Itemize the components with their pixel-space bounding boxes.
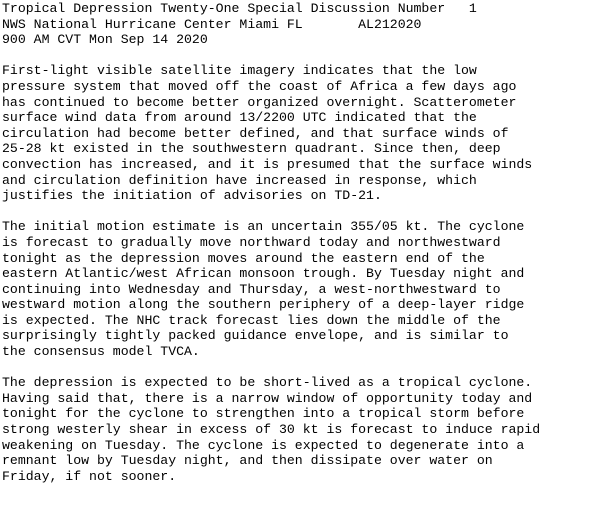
text-line: surprisingly tightly packed guidance envelope, and is similar to <box>2 328 509 344</box>
text-line: weakening on Tuesday. The cyclone is expected to degenerate into a <box>2 437 525 453</box>
text-line: justifies the initiation of advisories on TD-21. <box>2 188 382 204</box>
text-line: is expected. The NHC track forecast lies down the middle of the <box>2 312 501 328</box>
text-line: westward motion along the southern periphery of a deep-layer ridge <box>2 297 525 313</box>
text-line: is forecast to gradually move northward today and northwestward <box>2 234 501 250</box>
discussion-document <box>2 1 602 484</box>
text-line: The initial motion estimate is an uncertain 355/05 kt. The cyclone <box>2 219 525 235</box>
issuing-office: NWS National Hurricane Center Miami FL AL212020 <box>2 16 422 32</box>
text-line: surface wind data from around 13/2200 UTC indicated that the <box>2 110 477 126</box>
text-line: tonight as the depression moves around the eastern end of the <box>2 250 485 266</box>
product-header <box>2 1 602 48</box>
text-line: 25-28 kt existed in the southwestern quadrant. Since then, deep <box>2 141 501 157</box>
text-line: and circulation definition have increased in response, which <box>2 172 477 188</box>
text-line: has continued to become better organized overnight. Scatterometer <box>2 94 517 110</box>
text-line: the consensus model TVCA. <box>2 344 200 360</box>
text-line: remnant low by Tuesday night, and then dissipate over water on <box>2 453 493 469</box>
text-line: Having said that, there is a narrow window of opportunity today and <box>2 390 533 406</box>
text-line: continuing into Wednesday and Thursday, a west-northwestward to <box>2 281 501 297</box>
text-line: strong westerly shear in excess of 30 kt is forecast to induce rapid <box>2 422 541 438</box>
text-line: First-light visible satellite imagery indicates that the low <box>2 63 477 79</box>
text-line: The depression is expected to be short-lived as a tropical cyclone. <box>2 375 533 391</box>
text-line: Friday, if not sooner. <box>2 468 177 484</box>
paragraph-track-forecast <box>2 219 602 359</box>
issue-time: 900 AM CVT Mon Sep 14 2020 <box>2 32 208 48</box>
text-line: eastern Atlantic/west African monsoon trough. By Tuesday night and <box>2 266 525 282</box>
text-line: convection has increased, and it is presumed that the surface winds <box>2 156 533 172</box>
paragraph-intensity-forecast <box>2 375 602 484</box>
text-line: tonight for the cyclone to strengthen into a tropical storm before <box>2 406 525 422</box>
text-line: circulation had become better defined, and that surface winds of <box>2 125 509 141</box>
product-title: Tropical Depression Twenty-One Special Discussion Number 1 <box>2 1 477 16</box>
text-line: pressure system that moved off the coast of Africa a few days ago <box>2 78 517 94</box>
paragraph-satellite-analysis <box>2 63 602 203</box>
